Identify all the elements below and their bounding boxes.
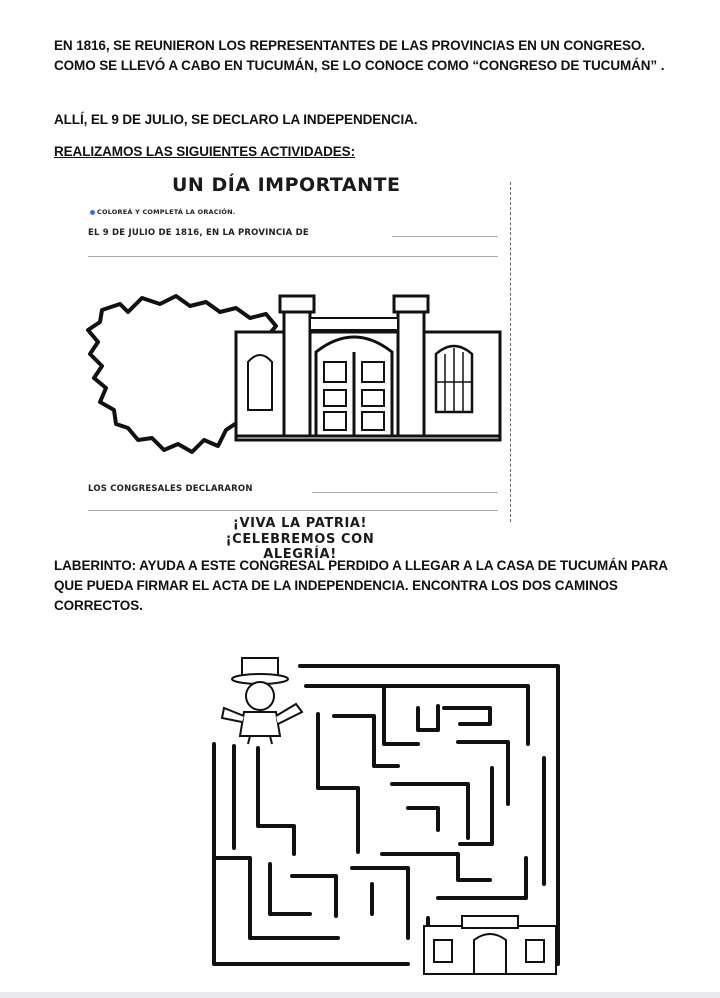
bullet-icon: [90, 210, 95, 215]
answer-line-1: [392, 236, 498, 237]
worksheet-instruction: [90, 208, 235, 216]
answer-line-2: [88, 256, 498, 257]
answer-line-3: [312, 492, 498, 493]
independence-line: ALLÍ, EL 9 DE JULIO, SE DECLARO LA INDEPENDENCIA.: [54, 112, 418, 127]
cheer-1: ¡VIVA LA PATRIA!: [232, 516, 368, 531]
maze-icon: [208, 648, 568, 978]
activities-heading: REALIZAMOS LAS SIGUIENTES ACTIVIDADES:: [54, 144, 355, 159]
bottom-bar: [0, 992, 720, 998]
answer-line-4: [88, 510, 498, 511]
casa-historica-icon: [236, 292, 500, 440]
intro-paragraph: EN 1816, SE REUNIERON LOS REPRESENTANTES DE LAS PROVINCIAS EN UN CONGRESO. COMO SE LLEVÓ A CABO EN TUCUMÁN, SE LO CONOCE COMO “CONGRESO DE TUCUMÁN” .: [54, 38, 665, 73]
worksheet-title: UN DÍA IMPORTANTE: [172, 174, 401, 196]
sentence-1: EL 9 DE JULIO DE 1816, EN LA PROVINCIA DE: [88, 228, 309, 238]
worksheet-cut-line: [510, 182, 511, 522]
maze-instructions: LABERINTO: AYUDA A ESTE CONGRESAL PERDIDO A LLEGAR A LA CASA DE TUCUMÁN PARA QUE PUEDA FIRMAR EL ACTA DE LA INDEPENDENCIA. ENCONTRA LOS DOS CAMINOS CORRECTOS.: [54, 558, 668, 613]
instruction-text: COLOREÁ Y COMPLETÁ LA ORACIÓN.: [97, 208, 236, 216]
sentence-2: LOS CONGRESALES DECLARARON: [88, 484, 253, 494]
cheer-2: ¡CELEBREMOS CON ALEGRÍA!: [225, 532, 375, 562]
